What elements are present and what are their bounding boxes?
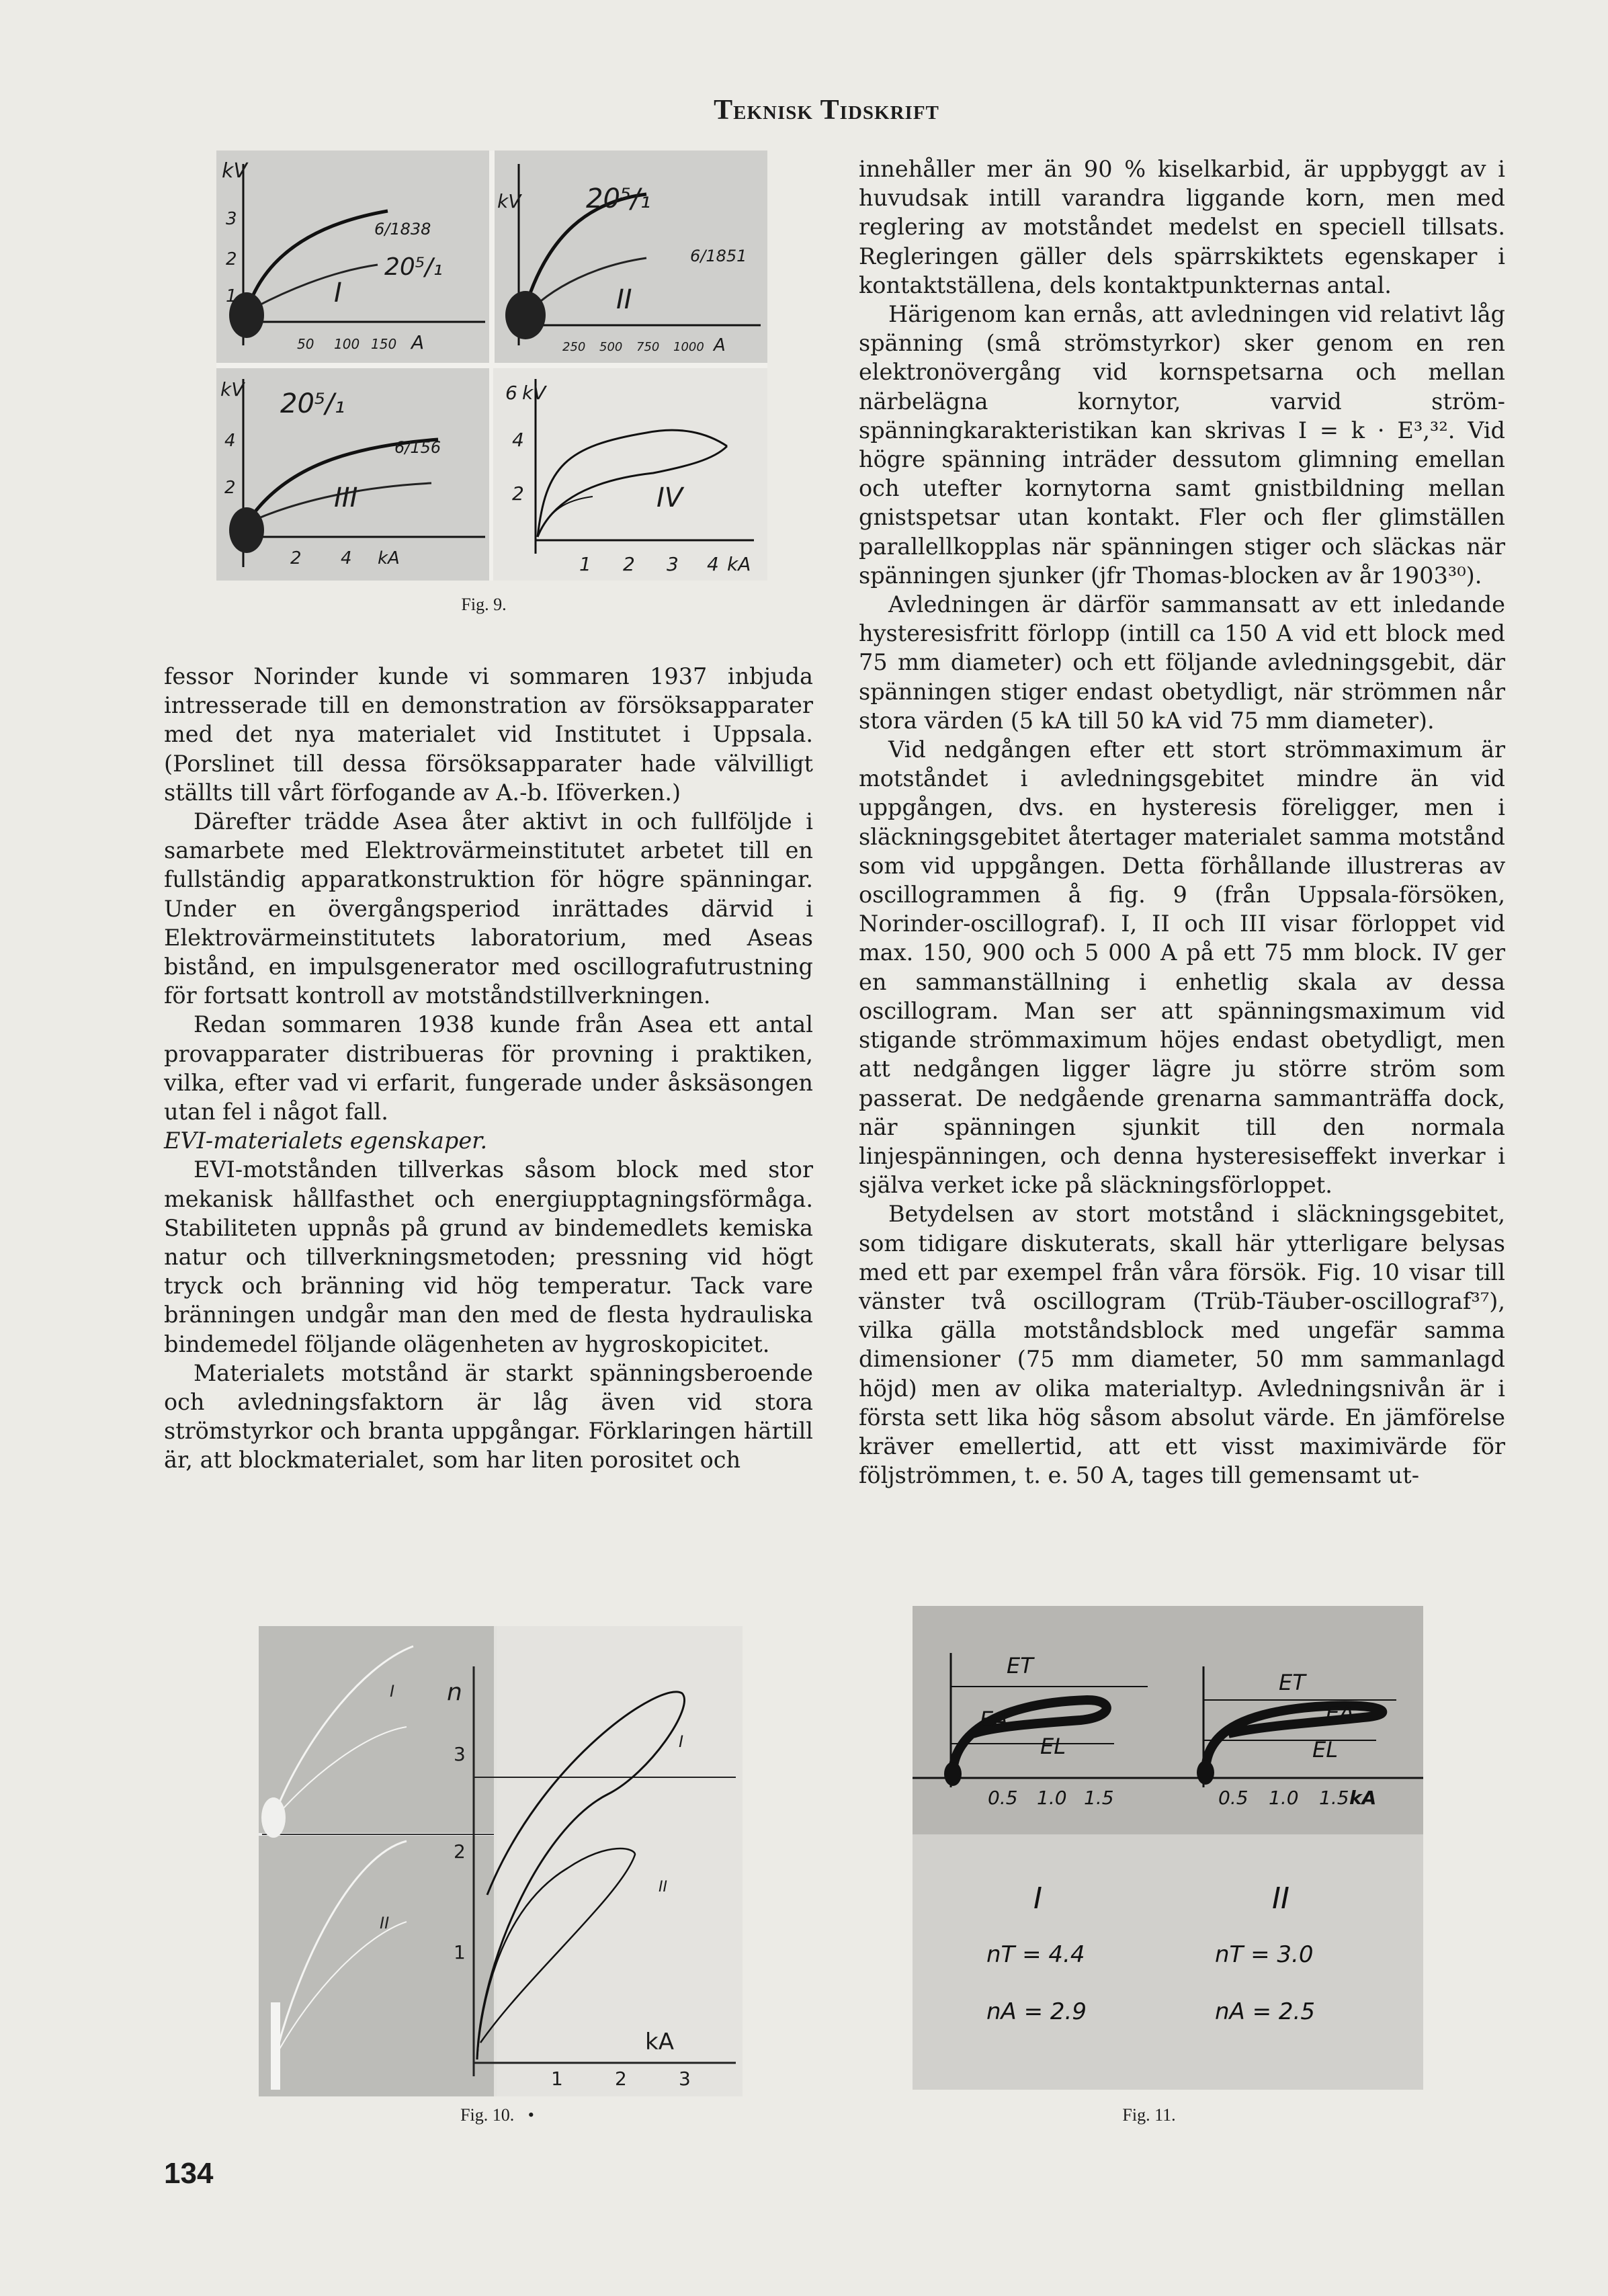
fig10-right-label: II <box>659 1879 667 1896</box>
fig9-p1-numeral: I <box>334 278 342 308</box>
fig9-p2-date: 6/1851 <box>690 247 747 265</box>
fig10-right-ytick: 3 <box>454 1743 466 1765</box>
fig11-p1-numeral: I <box>1033 1881 1042 1916</box>
page-number: 134 <box>164 2157 214 2190</box>
fig9-p4-xtick: 4 <box>707 553 719 575</box>
fig9-p4-xtick: 3 <box>667 553 679 575</box>
paragraph: Vid nedgången efter ett stort strömmaximum är motståndet i avledningsgebitet mindre än vid uppgången, dvs. en hysteresis föreligger, men i släckningsgebitet återtager materialet samma motstånd som vid uppgången. Detta förhållande illustreras av oscillogrammen å fig. 9 (från Uppsala-försöken, Norinder-oscillograf). I, II och III visar förloppet vid max. 150, 900 och 5 000 A på ett 75 mm block. IV ger en sammanställning i enhetlig skala av dessa oscillogram. Man ser att spänningsmaximum vid stigande strömmaximum höjes endast obetydligt, men att nedgången ligger lägre ju större ström som passerat. De nedgående grenarna sammanträffa dock, när spänningen sjunkit till den normala linjespänningen, och denna hysteresiseffekt inverkar i själva verket icke på släckningsförloppet. <box>859 736 1505 1199</box>
fig9-p4-x-unit: kA <box>727 553 751 575</box>
figure-10 <box>259 1626 743 2096</box>
fig11-p2-numeral: II <box>1272 1881 1289 1916</box>
fig10-right-ytick: 1 <box>454 1941 466 1963</box>
paragraph: Avledningen är därför sammansatt av ett inledande hysteresisfritt förlopp (intill ca 150 A vid ett block med 75 mm diameter) och ett följande avledningsgebit, där spänningen stiger endast obetydligt, när strömmen når stora värden (5 kA till 50 kA vid 75 mm diameter). <box>859 591 1505 734</box>
fig9-p4-ytick: 2 <box>512 482 524 505</box>
fig9-p4-ytick: 6 <box>505 382 517 404</box>
paragraph: Betydelsen av stort motstånd i släckningsgebitet, som tidigare diskuterats, skall här ytterligare belysas med ett par exempel från våra försök. Fig. 10 visar till vänster två oscillogram (Trüb-Täuber-oscillograf³⁷), vilka gälla motståndsblock med ungefär samma dimensioner (75 mm diameter, 50 mm sammanlagd höjd) men av olika materialtyp. Avledningsnivån är i första sett lika hög såsom absolut värde. En jämförelse kräver emellertid, att ett visst maximivärde för följströmmen, t. e. 50 A, tages till gemensamt ut- <box>859 1201 1505 1489</box>
fig9-p3-numeral: III <box>334 482 358 513</box>
fig9-p1-series: 20⁵/₁ <box>384 253 443 281</box>
paragraph: EVI-motstånden tillverkas såsom block med stor mekanisk hållfasthet och energiupptagningsförmåga. Stabiliteten uppnås på grund av bindemedlets kemiska natur och tillverkningsmetoden; pressning vid högt tryck och bränning vid hög temperatur. Tack vare bränningen undgår man den med de flesta hydrauliska bindemedel följande olägenheten av hygroskopicitet. <box>164 1156 813 1357</box>
fig9-p2-xtick: 250 <box>562 340 586 354</box>
fig9-p1-ytick: 3 <box>226 209 237 229</box>
fig10-right-label: I <box>679 1732 684 1751</box>
figure-11-caption: Fig. 11. <box>1122 2105 1176 2125</box>
section-heading: EVI-materialets egenskaper. <box>164 1128 488 1154</box>
fig11-p2-xtick: 0.5 <box>1218 1787 1249 1809</box>
fig9-p2-numeral: II <box>616 284 632 315</box>
fig9-p4-numeral: IV <box>657 482 683 513</box>
fig11-p1-nA: nA = 2.9 <box>986 1998 1087 2025</box>
right-column <box>859 155 1505 1490</box>
fig9-p4-y-unit: kV <box>522 382 546 404</box>
fig11-p2-curve-label: EL <box>1312 1737 1339 1762</box>
fig10-right-xtick: 3 <box>679 2068 691 2090</box>
fig10-left-label: II <box>380 1914 390 1932</box>
fig10-right-xtick: 1 <box>551 2068 563 2090</box>
fig11-p1-xtick: 1.0 <box>1037 1787 1067 1809</box>
fig9-p2-xtick: 750 <box>636 340 660 354</box>
paragraph: Härigenom kan ernås, att avledningen vid relativt låg spänning (små strömstyrkor) sker genom en ren elektronövergång vid kornspetsarna och mellan närbelägna kornytor, varvid ström-spänningkarakteristikan kan skrivas I = k · E³,³². Vid högre spänning inträder dessutom glimning emellan och utefter kornytorna samt gnistbildning mellan gnistspetsar utan kontakt. Fler och fler glimställen parallellkopplas när spänningen stiger och släckas när spänningen sjunker (jfr Thomas-blocken av år 1903³⁰). <box>859 301 1505 589</box>
paragraph: Materialets motstånd är starkt spänningsberoende och avledningsfaktorn är låg även vid stora strömstyrkor och branta uppgångar. Förklaringen härtill är, att blockmaterialet, som har liten porositet och <box>164 1359 813 1474</box>
fig9-p3-ytick: 4 <box>224 431 236 451</box>
fig9-p4-ytick: 4 <box>512 429 524 451</box>
fig9-p3-x-unit: kA <box>378 548 400 568</box>
fig9-p2-xtick: 500 <box>599 340 623 354</box>
fig9-p3-date: 6/156 <box>394 438 441 457</box>
paragraph: innehåller mer än 90 % kiselkarbid, är uppbyggt av i huvudsak intill varandra liggande korn, men med reglering av motståndet medelst en speciell tillsats. Regleringen gäller dels spärrskiktets egenskaper i kontaktställena, dels kontaktpunkternas antal. <box>859 156 1505 298</box>
fig9-p2-y-unit: kV <box>497 190 521 212</box>
fig11-p2-xtick: 1.5 <box>1319 1787 1349 1809</box>
paragraph: fessor Norinder kunde vi sommaren 1937 inbjuda intresserade till en demonstration av försöksapparater med det nya materialet vid Institutet i Uppsala. (Porslinet till dessa försöksapparater hade välvilligt ställts till vårt förfogande av A.-b. Iföverken.) <box>164 663 813 806</box>
fig11-p2-xtick: 1.0 <box>1269 1787 1299 1809</box>
figure-10-caption-marker: • <box>527 2105 534 2125</box>
figure-10-caption <box>430 2105 564 2125</box>
figure-9-caption: Fig. 9. <box>461 595 507 614</box>
figure-11-oscillograms <box>913 1606 1423 2090</box>
paragraph: Därefter trädde Asea åter aktivt in och fullföljde i samarbete med Elektrovärmeinstitutet arbetet till en fullständig apparatkonstruktion för högre spänningar. Under en övergångsperiod inrättades därvid i Elektrovärmeinstitutets laboratorium, med Aseas bistånd, en impulsgenerator med oscillografutrustning för fortsatt kontroll av motståndstillverkningen. <box>164 808 813 1009</box>
fig10-right-ytick: 2 <box>454 1840 466 1863</box>
fig10-right-xtick: 2 <box>615 2068 627 2090</box>
fig9-p1-ytick: 2 <box>226 249 237 269</box>
fig10-right-x-unit: kA <box>645 2029 674 2055</box>
fig9-p1-y-unit: kV <box>222 159 247 183</box>
fig9-p3-y-unit: kV <box>220 378 245 400</box>
fig11-p1-curve-label: EL <box>1040 1734 1066 1759</box>
fig11-p2-nT: nT = 3.0 <box>1215 1941 1314 1968</box>
figure-9-oscillograms <box>216 151 767 581</box>
journal-header: Teknisk Tidskrift <box>714 95 939 126</box>
fig11-p2-curve-label: ET <box>1279 1670 1306 1695</box>
fig9-p2-series: 20⁵/₁ <box>586 183 651 214</box>
fig11-p1-xtick: 1.5 <box>1084 1787 1114 1809</box>
paragraph: Redan sommaren 1938 kunde från Asea ett antal provapparater distribueras för provning i praktiken, vilka, efter vad vi erfarit, fungerade under åsksäsongen utan fel i något fall. <box>164 1011 813 1125</box>
fig10-left-label: I <box>390 1682 395 1701</box>
fig9-p1-x-unit: A <box>411 331 425 353</box>
figure-10-caption-text: Fig. 10. <box>460 2105 515 2125</box>
fig9-p3-xtick: 2 <box>290 548 302 568</box>
fig9-p2-xtick: 1000 <box>673 340 704 354</box>
fig11-p1-nT: nT = 4.4 <box>986 1941 1085 1968</box>
fig9-p3-xtick: 4 <box>341 548 352 568</box>
fig9-panel-4 <box>493 368 767 581</box>
fig11-p2-curve-label: EA <box>1326 1700 1355 1726</box>
left-column <box>164 662 813 1475</box>
figure-11 <box>913 1606 1423 2090</box>
fig11-p1-xtick: 0.5 <box>988 1787 1018 1809</box>
fig11-p1-curve-label: ET <box>1007 1653 1033 1678</box>
fig9-p3-series: 20⁵/₁ <box>280 388 345 419</box>
fig9-p1-xtick: 100 <box>334 336 360 352</box>
fig9-p1-xtick: 150 <box>371 336 397 352</box>
fig11-p1-curve-label: EA <box>980 1707 1009 1732</box>
fig9-p1-ytick: 1 <box>226 286 237 306</box>
fig9-p1-xtick: 50 <box>297 336 314 352</box>
fig11-p2-nA: nA = 2.5 <box>1215 1998 1315 2025</box>
fig10-right-y-symbol: n <box>447 1678 462 1706</box>
fig9-p4-xtick: 1 <box>579 553 591 575</box>
figure-10-oscillograms <box>259 1626 743 2096</box>
fig11-p2-x-unit: kA <box>1349 1787 1377 1809</box>
figure-9 <box>216 151 767 581</box>
fig9-p3-ytick: 2 <box>224 478 236 498</box>
fig9-p2-x-unit: A <box>714 335 726 355</box>
fig9-p1-date: 6/1838 <box>374 220 431 239</box>
fig9-p4-xtick: 2 <box>623 553 635 575</box>
